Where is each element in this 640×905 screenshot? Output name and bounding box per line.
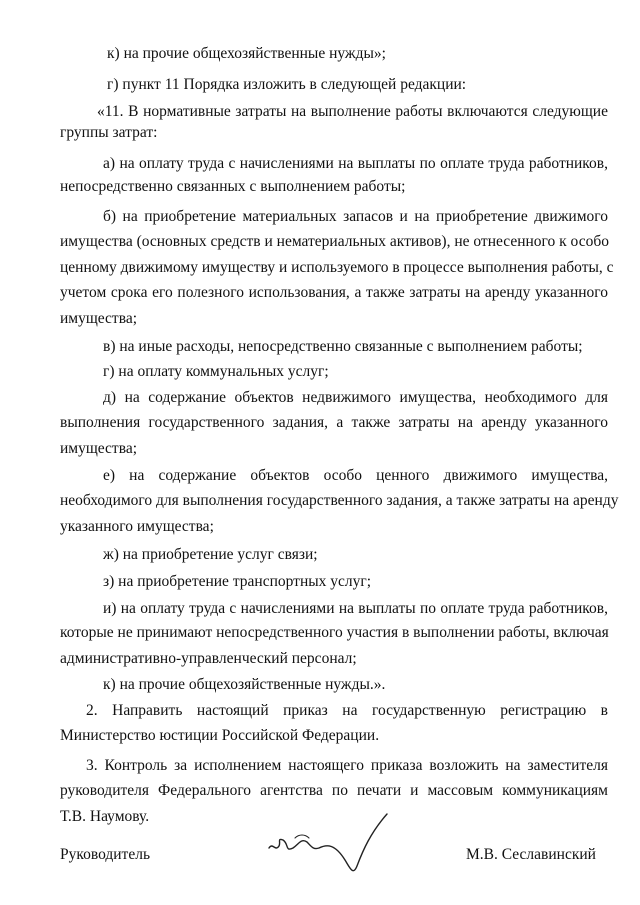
text-line: группы затрат: (60, 124, 158, 141)
text-line: имущества; (60, 310, 138, 327)
text-line: «11. В нормативные затраты на выполнение работы включаются следующие (97, 103, 608, 120)
text-line: в) на иные расходы, непосредственно связанные с выполнением работы; (103, 338, 583, 355)
text-line: а) на оплату труда с начислениями на выплаты по оплате труда работников, (103, 155, 608, 172)
text-line: указанного имущества; (60, 518, 214, 535)
text-line: д) на содержание объектов недвижимого имущества, необходимого для (103, 389, 608, 406)
text-line: г) на оплату коммунальных услуг; (103, 363, 329, 380)
text-line: Министерство юстиции Российской Федерации. (60, 727, 380, 744)
text-line: имущества; (60, 440, 138, 457)
text-line: которые не принимают непосредственного участия в выполнении работы, включая (60, 624, 609, 641)
text-line: е) на содержание объектов особо ценного движимого имущества, (103, 467, 608, 484)
text-line: учетом срока его полезного использования, а также затраты на аренду указанного (60, 284, 608, 301)
text-line: руководителя Федерального агентства по печати и массовым коммуникациям (60, 782, 608, 799)
text-line: административно-управленческий персонал; (60, 650, 357, 667)
text-line: ценному движимому имуществу и используемого в процессе выполнения работы, с (60, 259, 614, 276)
text-line: г) пункт 11 Порядка изложить в следующей редакции: (107, 76, 467, 93)
text-line: и) на оплату труда с начислениями на выплаты по оплате труда работников, (103, 600, 608, 617)
text-line: выполнения государственного задания, а также затраты на аренду указанного (60, 414, 608, 431)
text-line: Т.В. Наумову. (60, 808, 150, 825)
signatory-position: Руководитель (60, 846, 151, 863)
text-line: имущества (основных средств и нематериальных активов), не отнесенного к особо (60, 233, 609, 250)
text-line: необходимого для выполнения государственного задания, а также затраты на аренду (60, 492, 619, 509)
text-line: з) на приобретение транспортных услуг; (103, 573, 372, 590)
text-line: 2. Направить настоящий приказ на государственную регистрацию в (86, 702, 608, 719)
text-line: к) на прочие общехозяйственные нужды.». (103, 676, 386, 693)
text-line: ж) на приобретение услуг связи; (103, 546, 318, 563)
text-line: 3. Контроль за исполнением настоящего приказа возложить на заместителя (86, 757, 608, 774)
text-line: к) на прочие общехозяйственные нужды»; (107, 45, 386, 62)
handwritten-signature (255, 808, 415, 880)
text-line: непосредственно связанных с выполнением работы; (60, 178, 406, 195)
text-line: б) на приобретение материальных запасов и на приобретение движимого (103, 208, 608, 225)
signatory-name: М.В. Сеславинский (466, 846, 596, 863)
